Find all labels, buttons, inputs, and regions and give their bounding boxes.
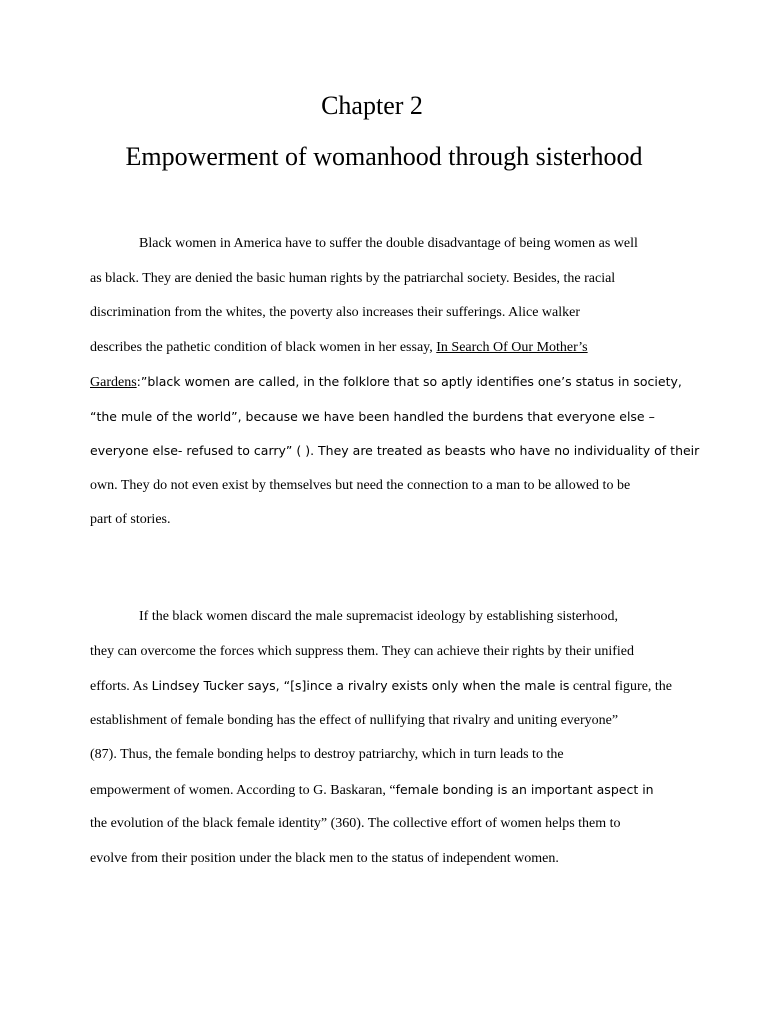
paragraph-1 <box>90 227 700 538</box>
paragraph-1-line-7 <box>90 434 700 469</box>
paragraph-1-line-5 <box>90 365 682 400</box>
paragraph-2-line-3 <box>90 669 682 704</box>
paragraph-1-line-2: as black. They are denied the basic human rights by the patriarchal society. Besides, the racial <box>90 270 616 286</box>
paragraph-2-line-6-start: empowerment of women. According to G. Baskaran, “ <box>90 782 396 798</box>
tucker-quotation: Lindsey Tucker says, “[s]ince a rivalry exists only when the male is <box>151 678 570 693</box>
essay-title-part-2: Gardens <box>90 375 137 390</box>
paragraph-2-line-8: evolve from their position under the black men to the status of independent women. <box>90 850 559 866</box>
paragraph-1-line-6: “the mule of the world”, because we have been handled the burdens that everyone else – <box>90 408 655 424</box>
paragraph-2-line-2: they can overcome the forces which suppress them. They can achieve their rights by their unified <box>90 643 634 659</box>
paragraph-1-line-4 <box>90 331 682 366</box>
chapter-title: Empowerment of womanhood through sisterhood <box>125 142 643 171</box>
paragraph-2-line-4: establishment of female bonding has the effect of nullifying that rivalry and uniting everyone” <box>90 712 619 728</box>
chapter-heading: Chapter 2 <box>321 91 423 120</box>
baskaran-quotation: female bonding is an important aspect in <box>395 781 654 797</box>
paragraph-1-line-1: Black women in America have to suffer the double disadvantage of being women as well <box>139 236 638 251</box>
paragraph-2-line-3-end: central figure, the <box>569 679 673 694</box>
paragraph-2-line-7: the evolution of the black female identity” (360). The collective effort of women helps them to <box>90 816 621 831</box>
quotation-text: :”black women are called, in the folklore that so aptly identifies one’s status in society, <box>136 374 682 389</box>
paragraph-1-line-3: discrimination from the whites, the poverty also increases their sufferings. Alice walker <box>90 305 580 320</box>
paragraph-2 <box>90 600 682 876</box>
paragraph-1-line-9: part of stories. <box>90 512 171 527</box>
paragraph-1-line-8: own. They do not even exist by themselves but need the connection to a man to be allowed to be <box>90 477 631 493</box>
paragraph-1-line-4-text: describes the pathetic condition of black women in her essay, <box>90 339 437 355</box>
quotation-end: everyone else- refused to carry” ( ). <box>90 443 315 458</box>
paragraph-1-line-7-text: They are treated as beasts who have no individuality of their <box>314 443 700 458</box>
paragraph-2-line-1: If the black women discard the male supremacist ideology by establishing sisterhood, <box>139 609 618 624</box>
essay-title-part-1: In Search Of Our Mother’s <box>436 339 588 355</box>
paragraph-2-line-3-start: efforts. As <box>90 679 152 694</box>
paragraph-2-line-5: (87). Thus, the female bonding helps to destroy patriarchy, which in turn leads to the <box>90 747 564 762</box>
paragraph-2-line-6 <box>90 773 682 808</box>
